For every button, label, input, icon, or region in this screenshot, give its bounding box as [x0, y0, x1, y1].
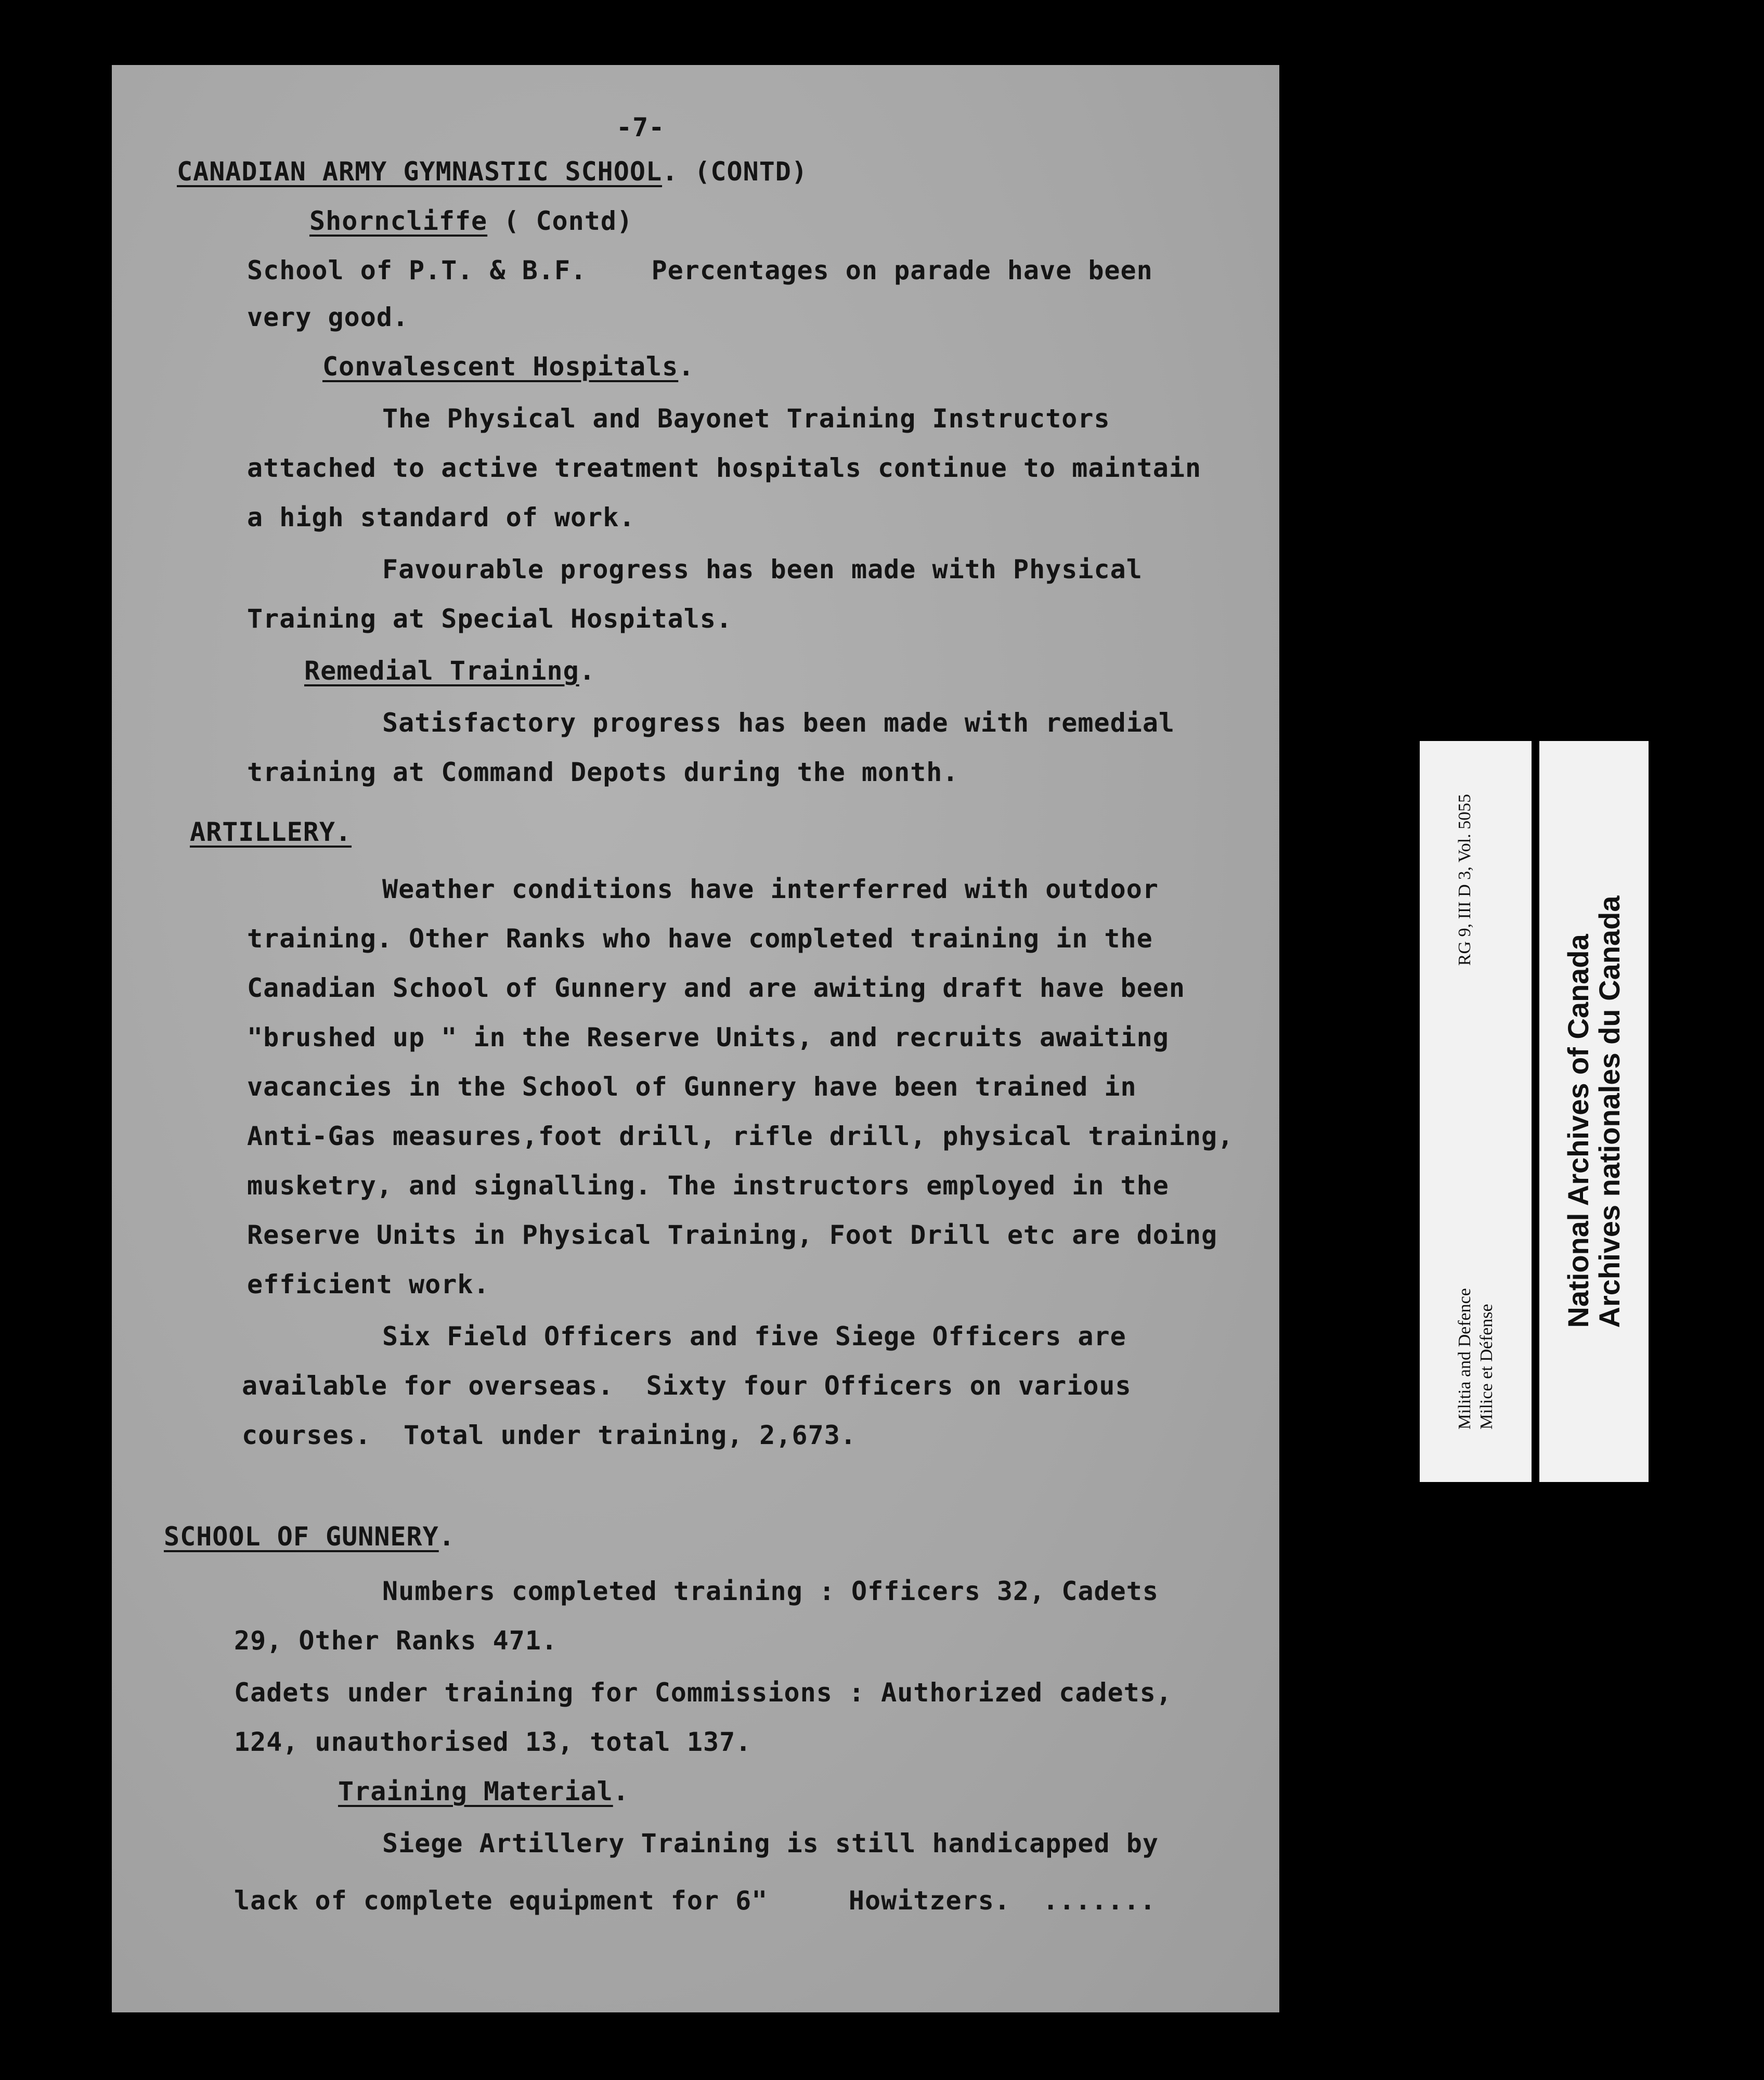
institution-french: Archives nationales du Canada [1593, 895, 1626, 1328]
subheading-remedial-text: Remedial Training [304, 656, 579, 686]
body-line: School of P.T. & B.F. Percentages on parade have been [247, 255, 1153, 285]
subheading-remedial [304, 655, 595, 686]
archive-institution-card [1539, 741, 1649, 1482]
fonds-english: Militia and Defence [1455, 1288, 1474, 1429]
body-line: attached to active treatment hospitals continue to maintain [247, 453, 1202, 483]
subheading-shorncliffe-suffix: ( Contd) [487, 206, 633, 236]
body-line: a high standard of work. [247, 502, 635, 532]
archive-reference-text [1454, 794, 1498, 1429]
body-line: musketry, and signalling. The instructors employed in the [247, 1171, 1169, 1201]
heading-gunnery-text: SCHOOL OF GUNNERY [164, 1522, 439, 1552]
body-line: very good. [247, 302, 409, 332]
fonds-french: Milice et Défense [1476, 1303, 1496, 1429]
archive-institution-text [1563, 895, 1625, 1328]
body-line: Reserve Units in Physical Training, Foot Drill etc are doing [247, 1220, 1218, 1250]
body-line: 29, Other Ranks 471. [234, 1626, 558, 1656]
section-heading-gymnastic [177, 156, 808, 187]
body-line: training at Command Depots during the month. [247, 757, 959, 787]
body-line: vacancies in the School of Gunnery have been trained in [247, 1072, 1137, 1102]
reference-number: RG 9, III D 3, Vol. 5055 [1455, 794, 1474, 966]
subheading-training-material [338, 1776, 629, 1807]
body-line: Canadian School of Gunnery and are awiting draft have been [247, 973, 1185, 1003]
body-line: available for overseas. Sixty four Officers on various [242, 1371, 1132, 1401]
subheading-shorncliffe [309, 205, 633, 237]
body-line: Anti-Gas measures,foot drill, rifle drill, physical training, [247, 1121, 1234, 1151]
section-heading-gunnery [164, 1521, 455, 1552]
body-line: courses. Total under training, 2,673. [242, 1420, 857, 1450]
body-line: Training at Special Hospitals. [247, 604, 733, 634]
subheading-convalescent [322, 351, 694, 382]
body-line: lack of complete equipment for 6" Howitzers. ....... [234, 1886, 1156, 1916]
body-line: Weather conditions have interferred with outdoor [382, 874, 1159, 904]
archive-reference-card [1420, 741, 1532, 1482]
reference-row-2 [1476, 794, 1498, 1429]
body-line: "brushed up " in the Reserve Units, and recruits awaiting [247, 1022, 1169, 1052]
body-line: efficient work. [247, 1269, 490, 1299]
body-line: 124, unauthorised 13, total 137. [234, 1727, 752, 1757]
heading-gymnastic-text: CANADIAN ARMY GYMNASTIC SCHOOL [177, 157, 663, 187]
subheading-training-material-suffix: . [613, 1776, 629, 1806]
body-line: Favourable progress has been made with Physical [382, 554, 1143, 584]
body-line: The Physical and Bayonet Training Instructors [382, 404, 1110, 434]
heading-gunnery-suffix: . [438, 1522, 455, 1552]
body-line: training. Other Ranks who have completed training in the [247, 924, 1153, 954]
subheading-training-material-text: Training Material [338, 1776, 613, 1806]
subheading-convalescent-suffix: . [678, 352, 695, 382]
section-heading-artillery: ARTILLERY. [190, 817, 352, 847]
body-line: Six Field Officers and five Siege Officers are [382, 1321, 1126, 1351]
reference-row-1 [1454, 794, 1476, 1429]
institution-english: National Archives of Canada [1562, 933, 1594, 1328]
body-line: Satisfactory progress has been made with remedial [382, 708, 1175, 738]
body-line: Numbers completed training : Officers 32, Cadets [382, 1576, 1159, 1606]
subheading-convalescent-text: Convalescent Hospitals [322, 352, 679, 382]
body-line: Siege Artillery Training is still handicapped by [382, 1828, 1159, 1858]
document-page [112, 65, 1279, 2012]
subheading-shorncliffe-text: Shorncliffe [309, 206, 488, 236]
page-number: -7- [616, 112, 665, 142]
subheading-remedial-suffix: . [579, 656, 595, 686]
heading-gymnastic-suffix: . (CONTD) [662, 157, 808, 187]
body-line: Cadets under training for Commissions : Authorized cadets, [234, 1678, 1172, 1708]
